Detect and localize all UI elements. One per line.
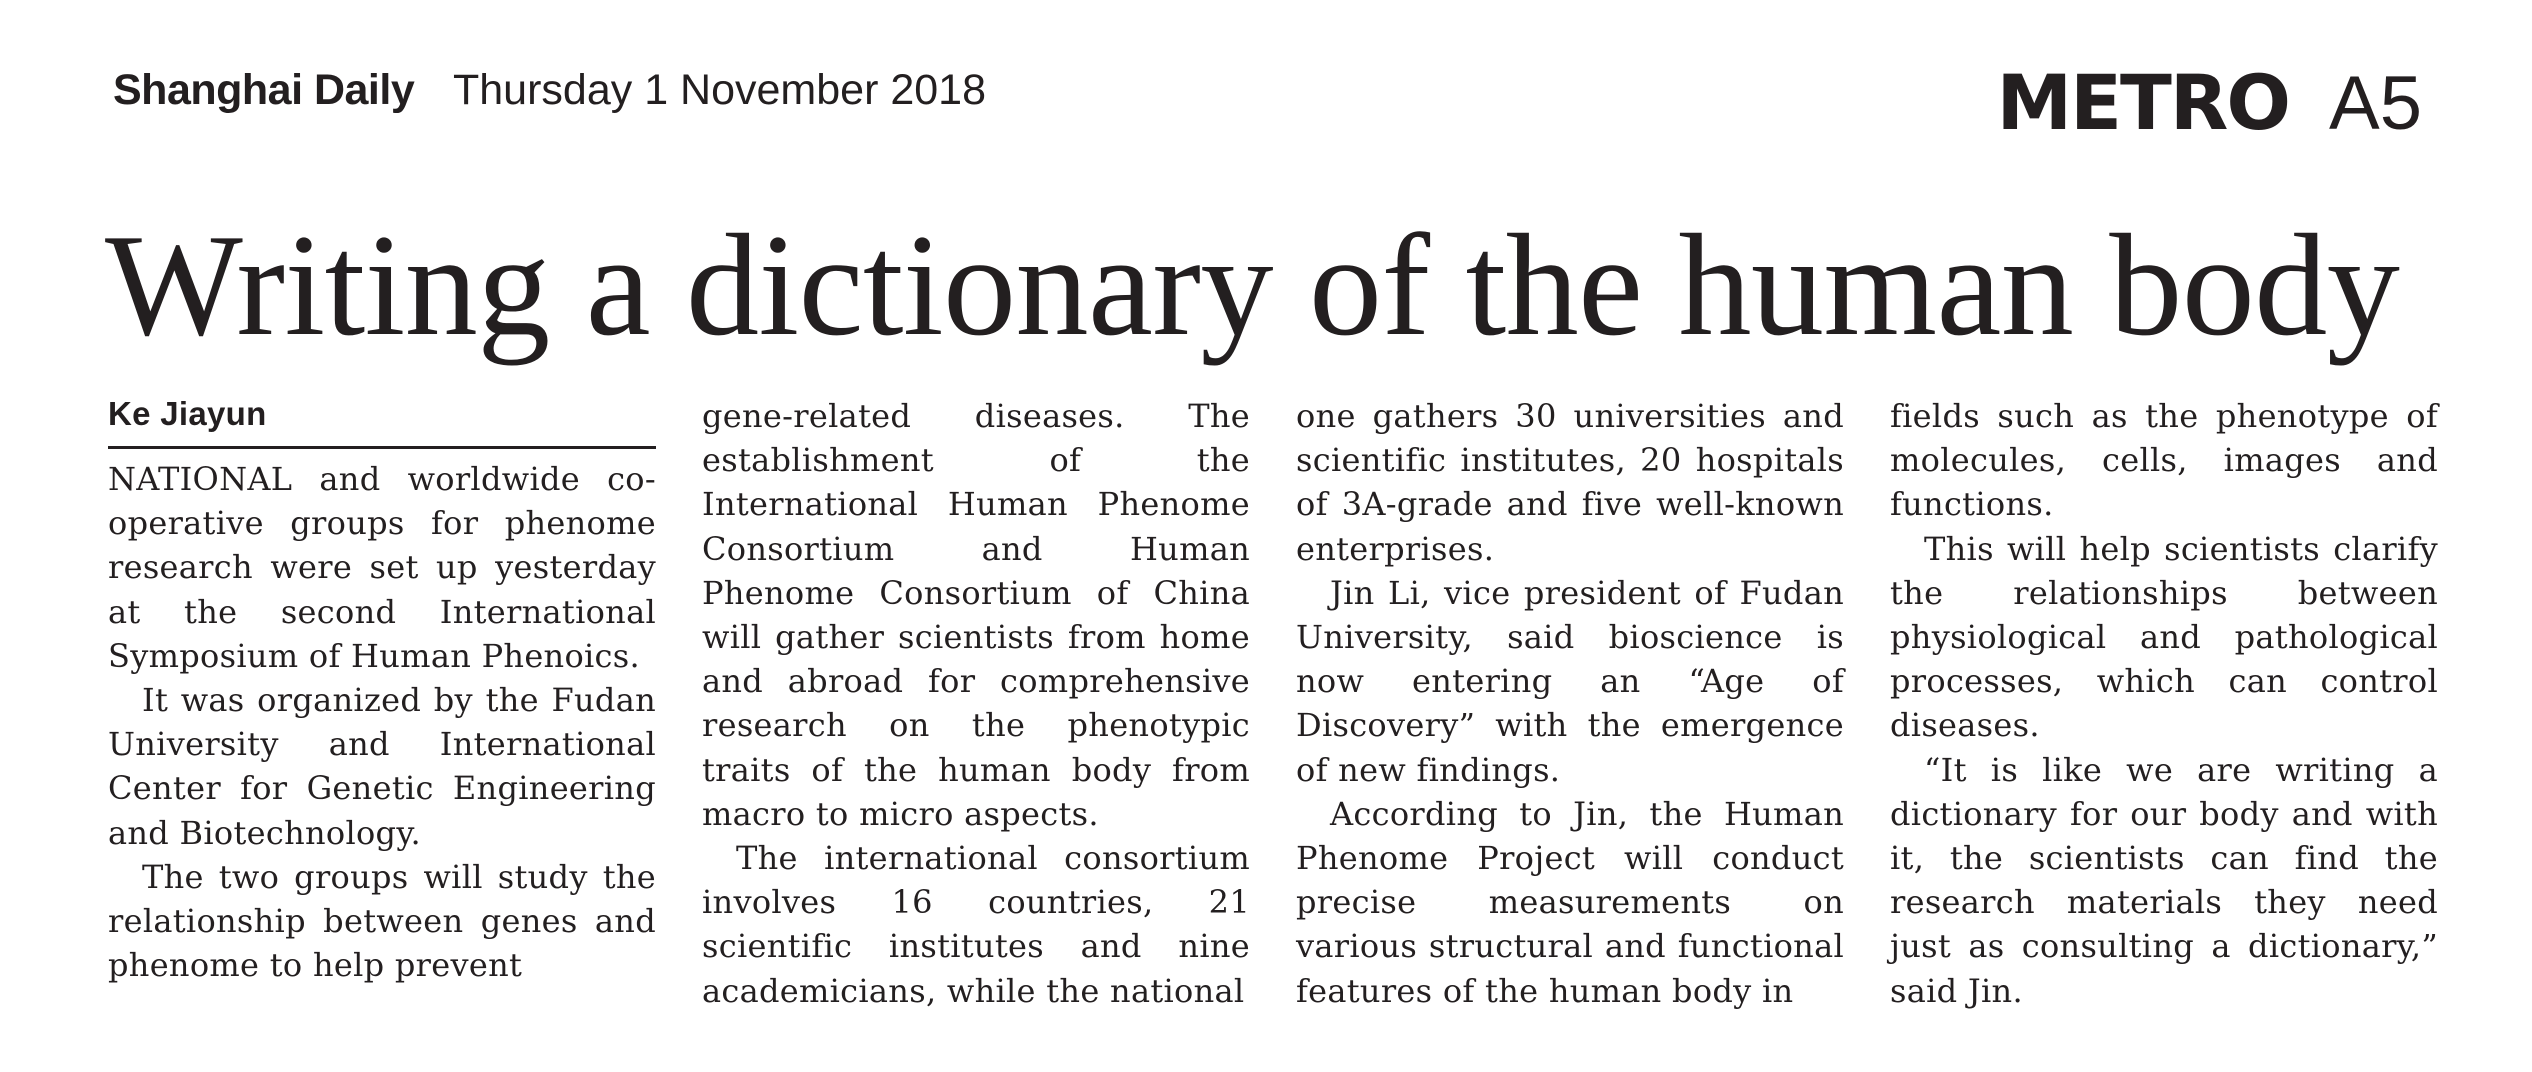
section-name: METRO	[1996, 58, 2290, 147]
paragraph: This will help scientists clarify the relationships between physiological and pathological processes, which can control diseases.	[1890, 529, 2438, 745]
paragraph: It was organized by the Fudan University and International Center for Genetic Engineering and Biotechnology.	[108, 681, 656, 852]
page-number: A5	[2329, 61, 2422, 146]
paragraph: Jin Li, vice president of Fudan University, said bioscience is now entering an “Age of Discovery” with the emergence of new findings.	[1296, 573, 1844, 789]
masthead	[113, 58, 2422, 148]
article-headline: Writing a dictionary of the human body	[105, 204, 2400, 366]
paragraph: The two groups will study the relationship between genes and phenome to help prevent	[108, 857, 656, 985]
article-column-4	[1890, 394, 2438, 1013]
byline: Ke Jiayun	[108, 394, 656, 449]
paragraph: According to Jin, the Human Phenome Project will conduct precise measurements on various structural and functional features of the human body in	[1296, 794, 1844, 1010]
paragraph: gene-related diseases. The establishment of the International Human Phenome Consortium and Human Phenome Consortium of China will gather scientists from home and abroad for comprehensive research on the phenotypic traits of the human body from macro to micro aspects.	[702, 397, 1250, 833]
paragraph: The international consortium involves 16 countries, 21 scientific institutes and nine academicians, while the national	[702, 839, 1250, 1010]
article-column-2	[702, 394, 1250, 1013]
paragraph: fields such as the phenotype of molecules, cells, images and functions.	[1890, 397, 2438, 524]
paragraph: “It is like we are writing a dictionary for our body and with it, the scientists can find the research materials they need just as consulting a dictionary,” said Jin.	[1890, 750, 2438, 1010]
paragraph: NATIONAL and worldwide co-operative groups for phenome research were set up yesterday at the second International Symposium of Human Phenoics.	[108, 460, 656, 675]
paragraph: one gathers 30 universities and scientific institutes, 20 hospitals of 3A-grade and five well-known enterprises.	[1296, 397, 1844, 568]
article-column-3	[1296, 394, 1844, 1013]
publication-name: Shanghai Daily	[113, 66, 415, 114]
section-label	[1997, 58, 2422, 147]
publication-date: Thursday 1 November 2018	[453, 66, 987, 114]
article-column-1	[108, 394, 656, 987]
